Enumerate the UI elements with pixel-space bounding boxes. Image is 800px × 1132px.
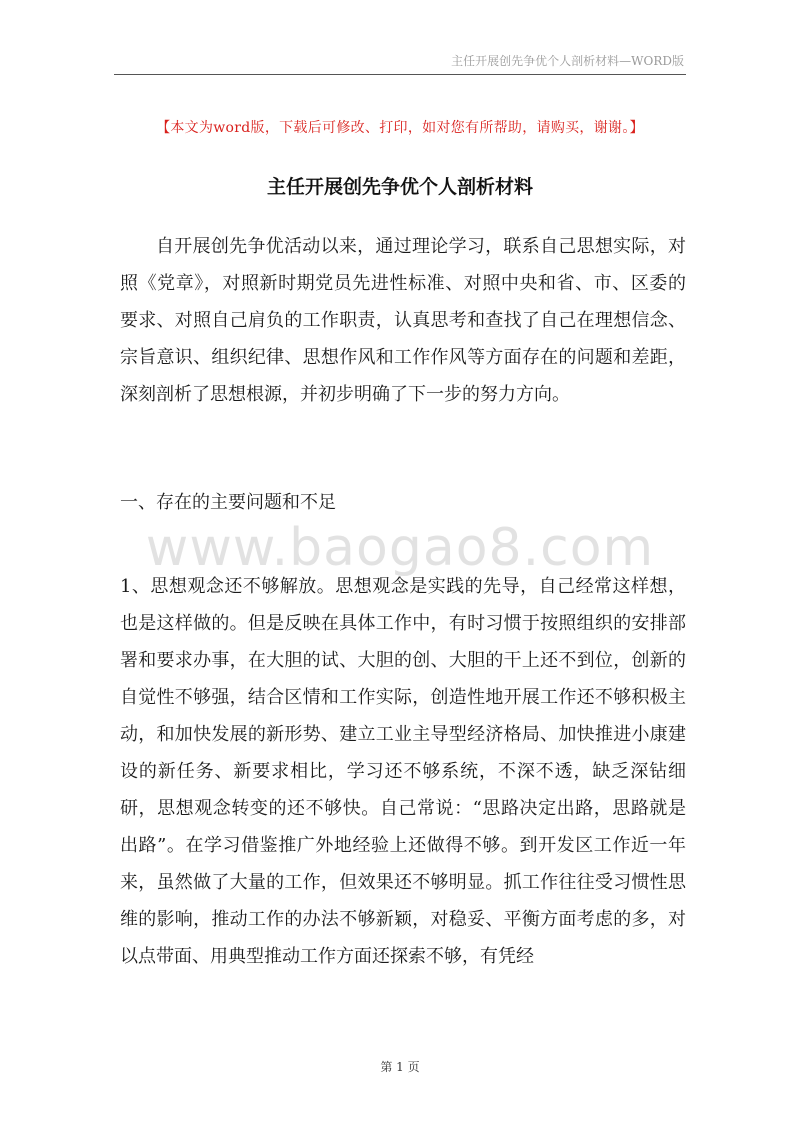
body-paragraph-1: 1、思想观念还不够解放。思想观念是实践的先导，自己经常这样想，也是这样做的。但是反映在具体工作中，有时习惯于按照组织的安排部署和要求办事，在大胆的试、大胆的创、大胆的干上还不到位，创新的自觉性不够强，结合区情和工作实际，创造性地开展工作还不够积极主动，和加快发展的新形势、建立工业主导型经济格局、加快推进小康建设的新任务、新要求相比，学习还不够系统，不深不透，缺乏深钻细研，思想观念转变的还不够快。自己常说：“思路决定出路，思路就是出路”。在学习借鉴推广外地经验上还做得不够。到开发区工作近一年来，虽然做了大量的工作，但效果还不够明显。抓工作往往受习惯性思维的影响，推动工作的办法不够新颖，对稳妥、平衡方面考虑的多，对以点带面、用典型推动工作方面还探索不够，有凭经	[120, 576, 686, 967]
download-notice: 【本文为word版，下载后可修改、打印，如对您有所帮助，请购买，谢谢。】	[156, 120, 644, 136]
page-number: 第 1 页	[380, 1060, 420, 1074]
running-header: 主任开展创先争优个人剖析材料—WORD版	[451, 54, 684, 68]
header-divider	[114, 74, 686, 75]
section-heading: 一、存在的主要问题和不足	[120, 492, 336, 513]
intro-paragraph: 自开展创先争优活动以来，通过理论学习，联系自己思想实际，对照《党章》，对照新时期党员先进性标准、对照中央和省、市、区委的要求、对照自己肩负的工作职责，认真思考和查找了自己在理想信念、宗旨意识、组织纪律、思想作风和工作作风等方面存在的问题和差距，深刻剖析了思想根源，并初步明确了下一步的努力方向。	[120, 236, 686, 405]
watermark: www.baogao8.com	[145, 518, 655, 578]
document-title: 主任开展创先争优个人剖析材料	[266, 176, 533, 198]
